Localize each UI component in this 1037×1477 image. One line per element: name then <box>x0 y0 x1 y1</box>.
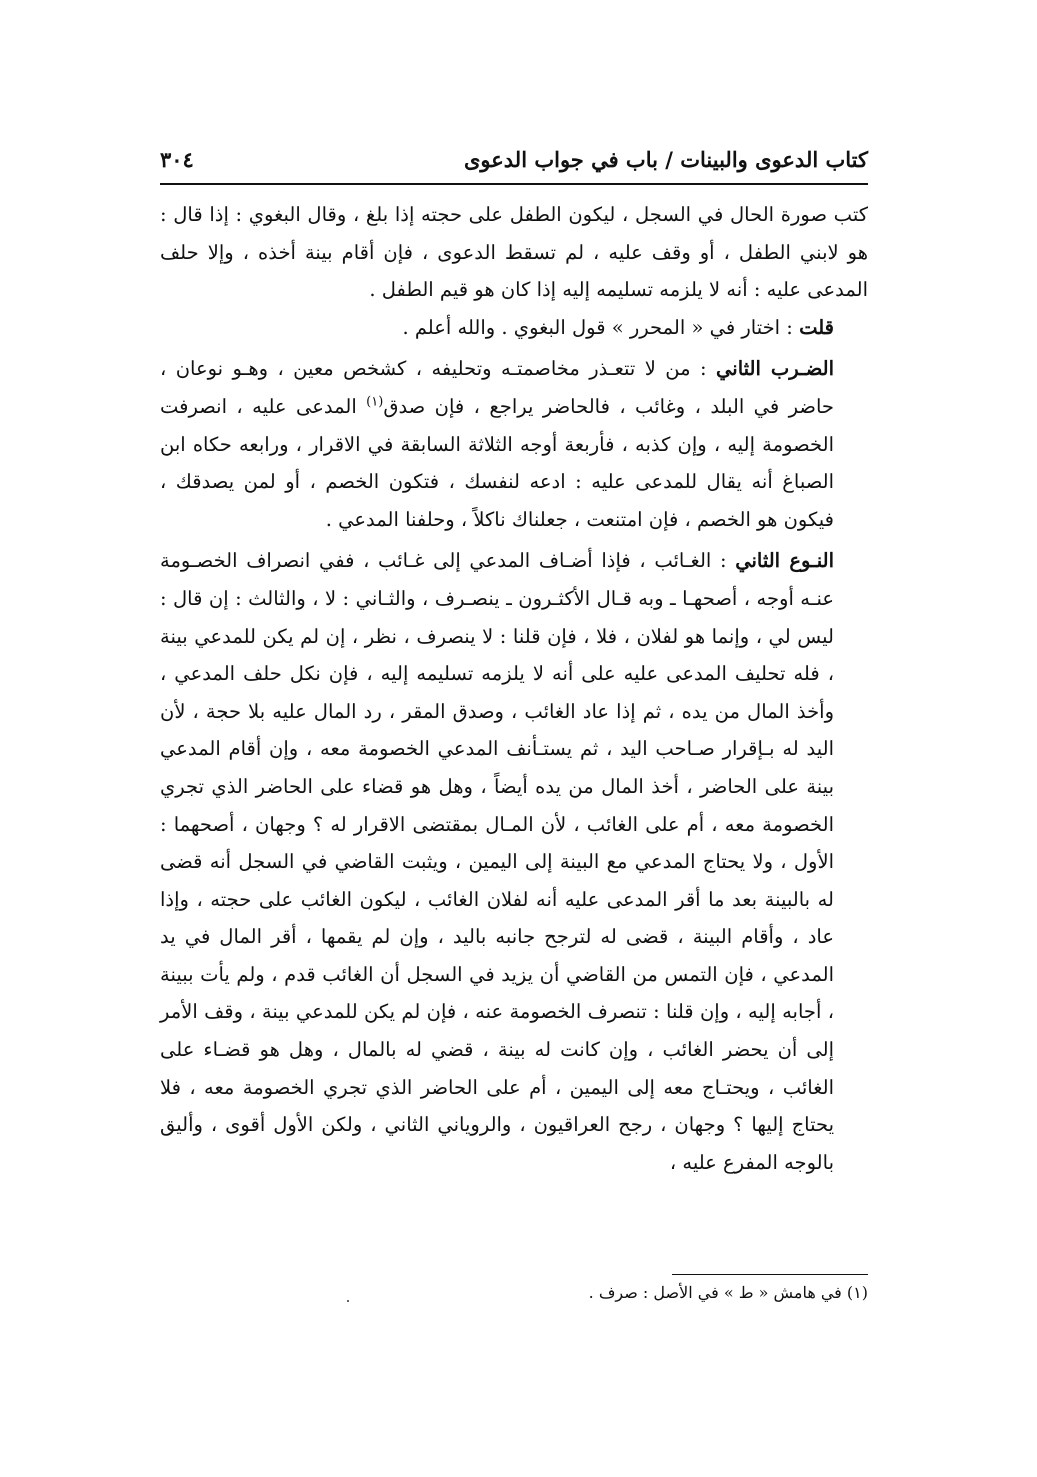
paragraph-3-text-a: : من لا تتعـذر مخاصمتـه وتحليفه ، كشخص معين ، وهـو نوعان ، حاضر في البلد ، وغائب ، فالحاضر يراجع ، فإن صدق <box>160 357 834 418</box>
main-text <box>160 196 868 1181</box>
paragraph-3-text-b: المدعى عليه ، انصرفت الخصومة إليه ، وإن كذبه ، فأربعة أوجه الثلاثة السابقة في الاقرار ، ورابعه حكاه ابن الصباغ أنه يقال للمدعى عليه : ادعه لنفسك ، فتكون الخصم ، أو لمن يصدقك ، فيكون هو الخصم ، فإن امتنعت ، جعلناك ناكلاً ، وحلفنا المدعي . <box>160 394 834 531</box>
paragraph-4-lead: النـوع الثاني <box>735 549 834 573</box>
header-rule <box>160 183 868 185</box>
paragraph-2 <box>160 309 868 347</box>
footnote-ref: (١) <box>366 394 384 410</box>
running-header <box>160 138 868 180</box>
paragraph-1-text: كتب صورة الحال في السجل ، ليكون الطفل على حجته إذا بلغ ، وقال البغوي : إذا قال : هو لابني الطفل ، أو وقف عليه ، لم تسقط الدعوى ، فإن أقام بينة أخذه ، وإلا حلف المدعى عليه : أنه لا يلزمه تسليمه إليه إذا كان هو قيم الطفل . <box>160 203 868 302</box>
paragraph-3-lead: الضـرب الثاني <box>716 357 834 381</box>
paragraph-1 <box>160 196 868 309</box>
paragraph-3 <box>160 350 868 538</box>
footnote-rule <box>672 1274 868 1275</box>
paragraph-2-text: : اختار في « المحرر » قول البغوي . والله أعلم . <box>402 315 800 339</box>
paragraph-4 <box>160 542 868 1181</box>
page-number: ٣٠٤ <box>160 146 194 172</box>
footnote: (١) في هامش « ط » في الأصل : صرف . <box>588 1283 868 1302</box>
paragraph-4-text: : الغـائب ، فإذا أضـاف المدعي إلى غـائب ، ففي انصراف الخصـومة عنـه أوجه ، أصحهـا ـ وبه قـال الأكثـرون ـ ينصـرف ، والثـاني : لا ، والثالث : إن قال : ليس لي ، وإنما هو لفلان ، فلا ، فإن قلنا : لا ينصرف ، نظر ، إن لم يكن للمدعي بينة ، فله تحليف المدعى عليه على أنه لا يلزمه تسليمه إليه ، فإن نكل حلف المدعي ، وأخذ المال من يده ، ثم إذا عاد الغائب ، وصدق المقر ، رد المال عليه بلا حجة ، لأن اليد له بـإقرار صـاحب اليد ، ثم يستـأنف المدعي الخصومة معه ، وإن أقام المدعي بينة على الحاضر ، أخذ المال من يده أيضاً ، وهل هو قضاء على الحاضر الذي تجري الخصومة معه ، أم على الغائب ، لأن المـال بمقتضى الاقرار له ؟ وجهان ، أصحهما : الأول ، ولا يحتاج المدعي مع البينة إلى اليمين ، ويثبت القاضي في السجل أنه قضى له بالبينة بعد ما أقر المدعى عليه أنه لفلان الغائب ، ليكون الغائب على حجته ، وإذا عاد ، وأقام البينة ، قضى له لترجح جانبه باليد ، وإن لم يقمها ، أقر المال في يد المدعي ، فإن التمس من القاضي أن يزيد في السجل أن الغائب قدم ، ولم يأت ببينة ، أجابه إليه ، وإن قلنا : تنصرف الخصومة عنه ، فإن لم يكن للمدعي بينة ، وقف الأمر إلى أن يحضر الغائب ، وإن كانت له بينة ، قضي له بالمال ، وهل هو قضـاء على الغائب ، ويحتـاج معه إلى اليمين ، أم على الحاضر الذي تجري الخصومة معه ، فلا يحتاج إليها ؟ وجهان ، رجح العراقيون ، والروياني الثاني ، ولكن الأول أقوى ، وأليق بالوجه المفرع عليه ، <box>160 549 834 1174</box>
header-title: كتاب الدعوى والبينات / باب في جواب الدعوى <box>463 146 868 172</box>
print-speck <box>347 1300 349 1302</box>
paragraph-2-lead: قلت <box>799 315 834 339</box>
